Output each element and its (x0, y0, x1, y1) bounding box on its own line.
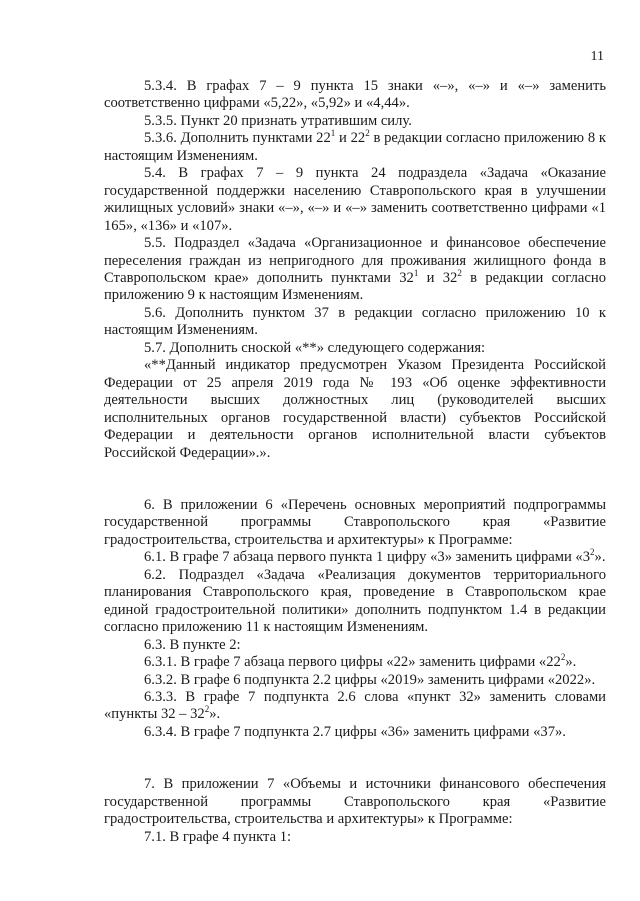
superscript: 2 (590, 547, 595, 558)
paragraph: 5.4. В графах 7 – 9 пункта 24 подраздела «Задача «Оказание государственной поддержки населению Ставропольского края в улучшении жилищных условий» знаки «–», «–» и «–» заменить соответственно цифрами «1 165», «136» и «107». (104, 165, 606, 234)
paragraph: 6.3. В пункте 2: (144, 636, 241, 653)
paragraph (104, 235, 606, 305)
superscript: 2 (365, 128, 370, 139)
paragraph: 7. В приложении 7 «Объемы и источники финансового обеспечения государственной программы Ставропольского края «Развитие градостроительства, строительства и архитектуры» к Программе: (104, 776, 606, 828)
paragraph: 5.6. Дополнить пунктом 37 в редакции согласно приложению 10 к настоящим Изменениям. (104, 304, 606, 339)
paragraph (104, 689, 606, 724)
text-run: ». (565, 654, 577, 671)
superscript: 2 (457, 268, 462, 279)
superscript: 1 (330, 128, 336, 139)
text-run: 5.5. Подраздел «Задача «Организационное и финансовое обеспечение переселения граждан из непригодного для проживания жилищного фонда в Ставропольском крае» дополнить пунктами 32 (104, 235, 606, 286)
text-run: 5.3.6. Дополнить пунктами 22 (144, 130, 331, 147)
superscript: 1 (413, 268, 419, 279)
text-run: ». (209, 706, 221, 723)
text-run: в редакции согласно приложению 9 к настоящим Изменениям. (104, 269, 606, 304)
document-body (104, 78, 606, 846)
text-run: и 22 (335, 130, 366, 147)
paragraph: 5.3.5. Пункт 20 признать утратившим силу. (144, 112, 412, 129)
text-run: ». (594, 549, 606, 566)
paragraph (104, 130, 606, 165)
paragraph (104, 654, 606, 671)
text-run: и 32 (418, 269, 458, 286)
paragraph: «**Данный индикатор предусмотрен Указом Президента Российской Федерации от 25 апреля 2019 года № 193 «Об оценке эффективности деятельности высших должностных лиц (руководителей высших исполнительных органов государственной власти) субъектов Российской Федерации и деятельности органов исполнительной власти субъектов Российской Федерации».». (104, 357, 606, 461)
paragraph (104, 549, 606, 566)
text-run: 6.1. В графе 7 абзаца первого пункта 1 цифру «3» заменить цифрами «3 (144, 549, 591, 566)
superscript: 2 (204, 704, 210, 715)
text-run: в редакции согласно приложению 8 к настоящим Изменениям. (104, 130, 607, 164)
paragraph: 6.3.4. В графе 7 подпункта 2.7 цифры «36» заменить цифрами «37». (144, 723, 566, 740)
paragraph: 6.2. Подраздел «Задача «Реализация документов территориального планирования Ставропольского края, проведение в Ставропольском крае единой градостроительной политики» дополнить подпунктом 1.4 в редакции согласно приложению 11 к настоящим Изменениям. (104, 566, 606, 636)
paragraph: 6. В приложении 6 «Перечень основных мероприятий подпрограммы государственной программы Ставропольского края «Развитие градостроительства, строительства и архитектуры» к Программе: (104, 496, 606, 548)
page-number: 11 (590, 49, 604, 64)
text-run: 6.3.1. В графе 7 абзаца первого цифры «22» заменить цифрами «22 (144, 654, 561, 671)
paragraph: 6.3.2. В графе 6 подпункта 2.2 цифры «2019» заменить цифрами «2022». (144, 671, 596, 688)
paragraph: 5.3.4. В графах 7 – 9 пункта 15 знаки «–», «–» и «–» заменить соответственно цифрами «5,22», «5,92» и «4,44». (104, 78, 606, 112)
paragraph: 5.7. Дополнить сноской «**» следующего содержания: (144, 339, 486, 356)
text-run: 6.3.3. В графе 7 подпункта 2.6 слова «пункт 32» заменить словами «пункты 32 – 32 (104, 688, 606, 723)
paragraph: 7.1. В графе 4 пункта 1: (144, 828, 292, 845)
superscript: 2 (560, 652, 566, 663)
